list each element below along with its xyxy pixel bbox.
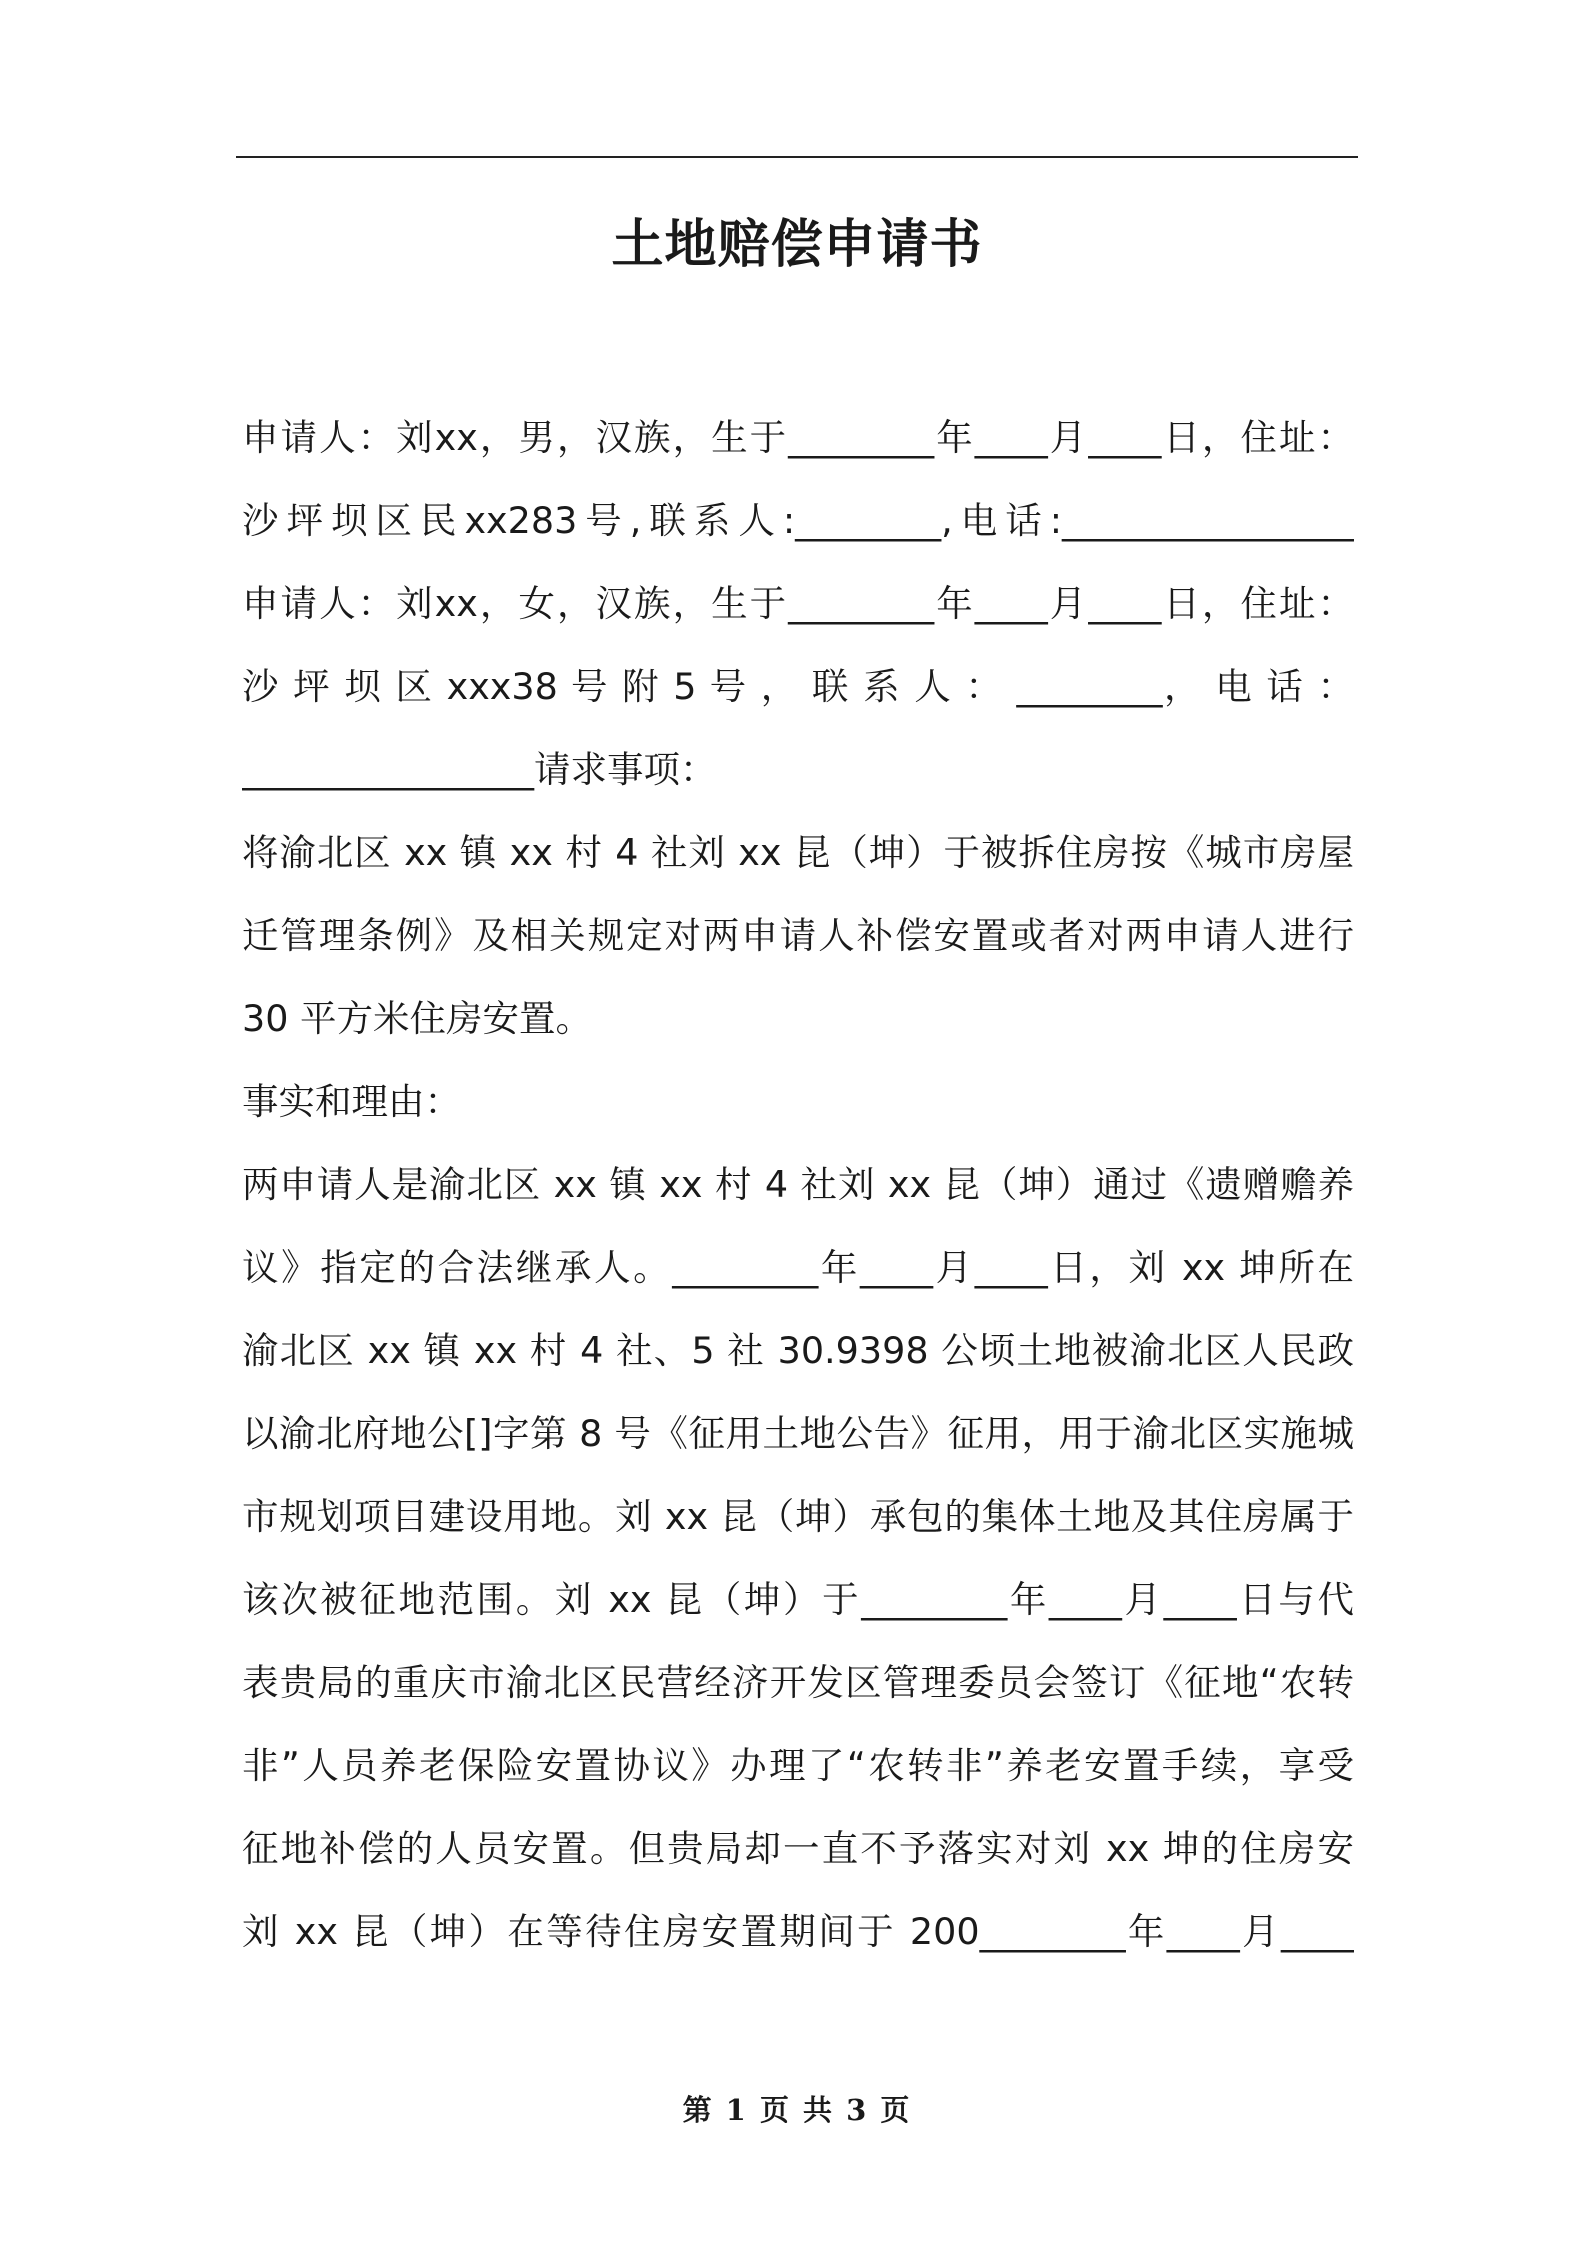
body-line: 该次被征地范围。刘 xx 昆（坤）于________年____月____日与代 bbox=[242, 1578, 1354, 1621]
body-line: 沙 坪 坝 区 xxx38 号 附 5 号 ， 联 系 人 ： ________， 电 话 ： bbox=[242, 665, 1354, 708]
body-line: 议》指定的合法继承人。________年____月____日，刘 xx 坤所在 bbox=[242, 1246, 1354, 1289]
body-line: 沙坪坝区民xx283号,联系人:________,电话:________________ bbox=[242, 499, 1354, 542]
body-line: 以渝北府地公[]字第 8 号《征用土地公告》征用，用于渝北区实施城 bbox=[242, 1412, 1354, 1455]
body-line: 申请人：刘xx，女，汉族，生于________年____月____日，住址： bbox=[242, 582, 1354, 625]
document-body bbox=[242, 396, 1354, 1973]
body-line: 迁管理条例》及相关规定对两申请人补偿安置或者对两申请人进行 bbox=[242, 914, 1354, 957]
document-title: 土地赔偿申请书 bbox=[611, 215, 983, 275]
body-line: 表贵局的重庆市渝北区民营经济开发区管理委员会签订《征地“农转 bbox=[242, 1661, 1354, 1704]
header-rule bbox=[236, 156, 1358, 158]
body-line: 非”人员养老保险安置协议》办理了“农转非”养老安置手续，享受 bbox=[242, 1744, 1354, 1787]
body-line: 将渝北区 xx 镇 xx 村 4 社刘 xx 昆（坤）于被拆住房按《城市房屋 bbox=[242, 831, 1354, 874]
body-line: 征地补偿的人员安置。但贵局却一直不予落实对刘 xx 坤的住房安 bbox=[242, 1827, 1354, 1870]
body-line: ________________请求事项： bbox=[242, 748, 717, 791]
body-line: 市规划项目建设用地。刘 xx 昆（坤）承包的集体土地及其住房属于 bbox=[242, 1495, 1354, 1538]
body-line: 30 平方米住房安置。 bbox=[242, 997, 593, 1040]
body-line: 刘 xx 昆（坤）在等待住房安置期间于 200________年____月____ bbox=[242, 1910, 1354, 1953]
section-heading: 事实和理由： bbox=[242, 1080, 461, 1123]
body-line: 申请人：刘xx，男，汉族，生于________年____月____日，住址： bbox=[242, 416, 1354, 459]
page-number: 第 1 页 共 3 页 bbox=[682, 2093, 912, 2127]
body-line: 渝北区 xx 镇 xx 村 4 社、5 社 30.9398 公顷土地被渝北区人民政 bbox=[242, 1329, 1354, 1372]
body-line: 两申请人是渝北区 xx 镇 xx 村 4 社刘 xx 昆（坤）通过《遗赠赡养 bbox=[242, 1163, 1354, 1206]
